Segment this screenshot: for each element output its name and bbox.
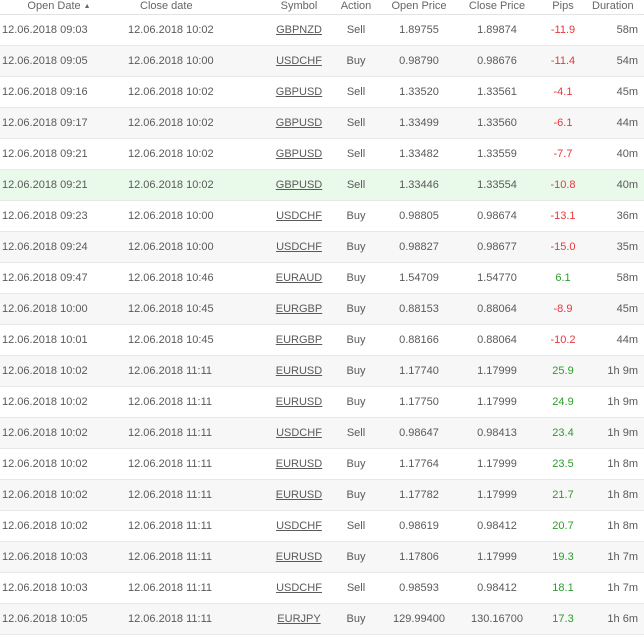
cell-close-price: 1.17999 bbox=[458, 449, 536, 480]
cell-symbol bbox=[266, 201, 332, 232]
cell-close-date: 12.06.2018 10:02 bbox=[128, 170, 266, 201]
cell-close-price: 0.98677 bbox=[458, 232, 536, 263]
cell-close-price: 1.33561 bbox=[458, 77, 536, 108]
cell-open-date: 12.06.2018 10:02 bbox=[0, 356, 128, 387]
cell-close-price: 1.17999 bbox=[458, 356, 536, 387]
column-header-symbol[interactable]: Symbol bbox=[266, 0, 332, 15]
cell-action: Sell bbox=[332, 511, 380, 542]
cell-close-date: 12.06.2018 10:02 bbox=[128, 15, 266, 46]
cell-action: Buy bbox=[332, 449, 380, 480]
cell-open-date: 12.06.2018 09:16 bbox=[0, 77, 128, 108]
column-header-pips[interactable]: Pips bbox=[536, 0, 590, 15]
cell-action: Sell bbox=[332, 573, 380, 604]
cell-symbol bbox=[266, 170, 332, 201]
cell-open-price: 0.88166 bbox=[380, 325, 458, 356]
cell-symbol bbox=[266, 325, 332, 356]
column-header-close-price[interactable]: Close Price bbox=[458, 0, 536, 15]
cell-open-price: 129.99400 bbox=[380, 604, 458, 635]
cell-duration: 45m bbox=[590, 294, 644, 325]
cell-symbol bbox=[266, 449, 332, 480]
cell-open-price: 0.98805 bbox=[380, 201, 458, 232]
cell-open-date: 12.06.2018 09:05 bbox=[0, 46, 128, 77]
cell-action: Buy bbox=[332, 480, 380, 511]
table-row bbox=[0, 449, 644, 480]
cell-close-date: 12.06.2018 11:11 bbox=[128, 449, 266, 480]
table-row bbox=[0, 325, 644, 356]
cell-pips: -11.9 bbox=[536, 15, 590, 46]
cell-pips: -15.0 bbox=[536, 232, 590, 263]
table-row bbox=[0, 356, 644, 387]
cell-symbol bbox=[266, 418, 332, 449]
cell-pips: 23.4 bbox=[536, 418, 590, 449]
symbol-link[interactable]: EURGBP bbox=[275, 334, 323, 346]
table-row bbox=[0, 418, 644, 449]
cell-open-date: 12.06.2018 10:03 bbox=[0, 542, 128, 573]
cell-action: Buy bbox=[332, 325, 380, 356]
column-header-duration[interactable]: Duration bbox=[590, 0, 644, 15]
symbol-link[interactable]: EURUSD bbox=[275, 365, 323, 377]
cell-pips: 24.9 bbox=[536, 387, 590, 418]
cell-symbol bbox=[266, 511, 332, 542]
cell-pips: -8.9 bbox=[536, 294, 590, 325]
cell-symbol bbox=[266, 108, 332, 139]
table-row bbox=[0, 46, 644, 77]
cell-open-price: 1.54709 bbox=[380, 263, 458, 294]
cell-open-price: 0.98647 bbox=[380, 418, 458, 449]
cell-close-price: 0.98412 bbox=[458, 573, 536, 604]
cell-close-price: 1.17999 bbox=[458, 480, 536, 511]
cell-open-date: 12.06.2018 09:21 bbox=[0, 139, 128, 170]
cell-pips: -6.1 bbox=[536, 108, 590, 139]
cell-action: Buy bbox=[332, 201, 380, 232]
symbol-link[interactable]: GBPUSD bbox=[275, 117, 323, 129]
cell-close-price: 1.33554 bbox=[458, 170, 536, 201]
sort-ascending-icon: ▲ bbox=[83, 3, 91, 10]
cell-close-price: 0.88064 bbox=[458, 325, 536, 356]
cell-close-date: 12.06.2018 11:11 bbox=[128, 418, 266, 449]
cell-symbol bbox=[266, 15, 332, 46]
cell-duration: 1h 9m bbox=[590, 356, 644, 387]
cell-pips: 25.9 bbox=[536, 356, 590, 387]
cell-close-date: 12.06.2018 11:11 bbox=[128, 604, 266, 635]
symbol-link[interactable]: GBPNZD bbox=[276, 24, 322, 36]
cell-symbol bbox=[266, 46, 332, 77]
table-row bbox=[0, 604, 644, 635]
symbol-link[interactable]: GBPUSD bbox=[275, 148, 323, 160]
cell-open-price: 1.17750 bbox=[380, 387, 458, 418]
symbol-link[interactable]: EURUSD bbox=[275, 396, 323, 408]
cell-open-price: 0.88153 bbox=[380, 294, 458, 325]
cell-open-date: 12.06.2018 10:02 bbox=[0, 449, 128, 480]
cell-close-date: 12.06.2018 11:11 bbox=[128, 542, 266, 573]
cell-duration: 1h 8m bbox=[590, 480, 644, 511]
cell-open-price: 0.98827 bbox=[380, 232, 458, 263]
cell-open-date: 12.06.2018 09:47 bbox=[0, 263, 128, 294]
cell-close-price: 1.33559 bbox=[458, 139, 536, 170]
cell-open-date: 12.06.2018 09:23 bbox=[0, 201, 128, 232]
cell-close-date: 12.06.2018 10:02 bbox=[128, 139, 266, 170]
cell-symbol bbox=[266, 356, 332, 387]
table-row bbox=[0, 573, 644, 604]
cell-pips: -10.8 bbox=[536, 170, 590, 201]
cell-open-date: 12.06.2018 10:05 bbox=[0, 604, 128, 635]
table-row bbox=[0, 15, 644, 46]
symbol-link[interactable]: EURUSD bbox=[275, 458, 323, 470]
cell-symbol bbox=[266, 387, 332, 418]
cell-pips: 21.7 bbox=[536, 480, 590, 511]
cell-open-price: 1.17740 bbox=[380, 356, 458, 387]
cell-close-price: 0.98412 bbox=[458, 511, 536, 542]
cell-duration: 1h 9m bbox=[590, 387, 644, 418]
cell-duration: 40m bbox=[590, 139, 644, 170]
cell-action: Buy bbox=[332, 387, 380, 418]
table-row bbox=[0, 232, 644, 263]
symbol-link[interactable]: USDCHF bbox=[276, 210, 322, 222]
cell-duration: 1h 6m bbox=[590, 604, 644, 635]
cell-action: Sell bbox=[332, 15, 380, 46]
cell-open-date: 12.06.2018 10:02 bbox=[0, 418, 128, 449]
table-row bbox=[0, 542, 644, 573]
cell-duration: 58m bbox=[590, 263, 644, 294]
header-row bbox=[0, 0, 644, 15]
cell-symbol bbox=[266, 77, 332, 108]
symbol-link[interactable]: USDCHF bbox=[276, 241, 322, 253]
cell-action: Buy bbox=[332, 263, 380, 294]
cell-close-date: 12.06.2018 10:46 bbox=[128, 263, 266, 294]
cell-open-date: 12.06.2018 09:17 bbox=[0, 108, 128, 139]
cell-symbol bbox=[266, 263, 332, 294]
cell-symbol bbox=[266, 294, 332, 325]
table-body bbox=[0, 15, 644, 635]
table-row bbox=[0, 511, 644, 542]
cell-open-date: 12.06.2018 09:24 bbox=[0, 232, 128, 263]
cell-duration: 1h 8m bbox=[590, 511, 644, 542]
cell-pips: -7.7 bbox=[536, 139, 590, 170]
cell-open-price: 1.89755 bbox=[380, 15, 458, 46]
cell-close-date: 12.06.2018 11:11 bbox=[128, 387, 266, 418]
cell-action: Sell bbox=[332, 418, 380, 449]
symbol-link[interactable]: EURUSD bbox=[275, 551, 323, 563]
symbol-link[interactable]: USDCHF bbox=[276, 427, 322, 439]
cell-symbol bbox=[266, 573, 332, 604]
cell-open-price: 1.33499 bbox=[380, 108, 458, 139]
table-header bbox=[0, 0, 644, 15]
table-row bbox=[0, 263, 644, 294]
cell-open-date: 12.06.2018 09:21 bbox=[0, 170, 128, 201]
cell-duration: 35m bbox=[590, 232, 644, 263]
cell-duration: 1h 9m bbox=[590, 418, 644, 449]
cell-duration: 58m bbox=[590, 15, 644, 46]
cell-duration: 1h 7m bbox=[590, 573, 644, 604]
cell-open-price: 1.17764 bbox=[380, 449, 458, 480]
cell-duration: 44m bbox=[590, 108, 644, 139]
symbol-link[interactable]: USDCHF bbox=[276, 582, 322, 594]
cell-close-date: 12.06.2018 11:11 bbox=[128, 480, 266, 511]
cell-close-date: 12.06.2018 10:00 bbox=[128, 46, 266, 77]
cell-close-price: 1.17999 bbox=[458, 542, 536, 573]
cell-close-price: 1.33560 bbox=[458, 108, 536, 139]
cell-open-price: 1.33482 bbox=[380, 139, 458, 170]
cell-action: Buy bbox=[332, 604, 380, 635]
cell-open-price: 1.17782 bbox=[380, 480, 458, 511]
cell-close-price: 0.88064 bbox=[458, 294, 536, 325]
cell-close-date: 12.06.2018 10:02 bbox=[128, 108, 266, 139]
cell-open-date: 12.06.2018 10:02 bbox=[0, 480, 128, 511]
cell-action: Sell bbox=[332, 108, 380, 139]
table-row bbox=[0, 139, 644, 170]
cell-close-price: 0.98674 bbox=[458, 201, 536, 232]
column-header-close-date[interactable]: Close date bbox=[128, 0, 266, 15]
table-row bbox=[0, 387, 644, 418]
cell-close-date: 12.06.2018 10:45 bbox=[128, 294, 266, 325]
cell-pips: -13.1 bbox=[536, 201, 590, 232]
cell-close-date: 12.06.2018 11:11 bbox=[128, 511, 266, 542]
cell-symbol bbox=[266, 542, 332, 573]
cell-pips: 23.5 bbox=[536, 449, 590, 480]
symbol-link[interactable]: EURJPY bbox=[277, 613, 321, 625]
cell-open-date: 12.06.2018 10:03 bbox=[0, 573, 128, 604]
symbol-link[interactable]: GBPUSD bbox=[275, 179, 323, 191]
cell-duration: 54m bbox=[590, 46, 644, 77]
cell-symbol bbox=[266, 232, 332, 263]
symbol-link[interactable]: EURGBP bbox=[275, 303, 323, 315]
symbol-link[interactable]: EURAUD bbox=[275, 272, 323, 284]
cell-close-price: 130.16700 bbox=[458, 604, 536, 635]
cell-symbol bbox=[266, 604, 332, 635]
cell-open-date: 12.06.2018 10:02 bbox=[0, 511, 128, 542]
cell-action: Buy bbox=[332, 542, 380, 573]
cell-action: Buy bbox=[332, 232, 380, 263]
cell-action: Buy bbox=[332, 356, 380, 387]
column-header-action[interactable]: Action bbox=[332, 0, 380, 15]
table-row bbox=[0, 480, 644, 511]
cell-open-date: 12.06.2018 10:01 bbox=[0, 325, 128, 356]
symbol-link[interactable]: EURUSD bbox=[275, 489, 323, 501]
cell-duration: 36m bbox=[590, 201, 644, 232]
cell-action: Buy bbox=[332, 294, 380, 325]
symbol-link[interactable]: USDCHF bbox=[276, 520, 322, 532]
cell-open-price: 0.98619 bbox=[380, 511, 458, 542]
table-row bbox=[0, 170, 644, 201]
column-header-open-date[interactable] bbox=[0, 0, 128, 15]
cell-duration: 40m bbox=[590, 170, 644, 201]
cell-open-date: 12.06.2018 10:02 bbox=[0, 387, 128, 418]
cell-close-price: 1.89874 bbox=[458, 15, 536, 46]
cell-close-price: 0.98676 bbox=[458, 46, 536, 77]
cell-open-price: 1.33446 bbox=[380, 170, 458, 201]
cell-symbol bbox=[266, 480, 332, 511]
cell-pips: 6.1 bbox=[536, 263, 590, 294]
cell-action: Buy bbox=[332, 46, 380, 77]
cell-action: Sell bbox=[332, 77, 380, 108]
cell-close-date: 12.06.2018 10:00 bbox=[128, 232, 266, 263]
cell-action: Sell bbox=[332, 170, 380, 201]
cell-duration: 1h 7m bbox=[590, 542, 644, 573]
cell-open-price: 1.33520 bbox=[380, 77, 458, 108]
cell-close-date: 12.06.2018 10:02 bbox=[128, 77, 266, 108]
cell-close-price: 1.54770 bbox=[458, 263, 536, 294]
cell-close-price: 1.17999 bbox=[458, 387, 536, 418]
cell-open-price: 1.17806 bbox=[380, 542, 458, 573]
cell-pips: -11.4 bbox=[536, 46, 590, 77]
cell-pips: 20.7 bbox=[536, 511, 590, 542]
cell-close-date: 12.06.2018 11:11 bbox=[128, 573, 266, 604]
cell-pips: -4.1 bbox=[536, 77, 590, 108]
cell-pips: 19.3 bbox=[536, 542, 590, 573]
table-row bbox=[0, 201, 644, 232]
cell-open-price: 0.98593 bbox=[380, 573, 458, 604]
cell-pips: -10.2 bbox=[536, 325, 590, 356]
symbol-link[interactable]: GBPUSD bbox=[275, 86, 323, 98]
cell-duration: 44m bbox=[590, 325, 644, 356]
cell-close-date: 12.06.2018 10:45 bbox=[128, 325, 266, 356]
table-row bbox=[0, 108, 644, 139]
cell-action: Sell bbox=[332, 139, 380, 170]
cell-open-price: 0.98790 bbox=[380, 46, 458, 77]
cell-open-date: 12.06.2018 10:00 bbox=[0, 294, 128, 325]
symbol-link[interactable]: USDCHF bbox=[276, 55, 322, 67]
table-row bbox=[0, 294, 644, 325]
column-header-label: Open Date bbox=[27, 0, 81, 12]
cell-duration: 1h 8m bbox=[590, 449, 644, 480]
cell-pips: 17.3 bbox=[536, 604, 590, 635]
cell-open-date: 12.06.2018 09:03 bbox=[0, 15, 128, 46]
cell-duration: 45m bbox=[590, 77, 644, 108]
cell-close-date: 12.06.2018 10:00 bbox=[128, 201, 266, 232]
cell-close-date: 12.06.2018 11:11 bbox=[128, 356, 266, 387]
table-row bbox=[0, 77, 644, 108]
column-header-open-price[interactable]: Open Price bbox=[380, 0, 458, 15]
cell-symbol bbox=[266, 139, 332, 170]
cell-pips: 18.1 bbox=[536, 573, 590, 604]
cell-close-price: 0.98413 bbox=[458, 418, 536, 449]
